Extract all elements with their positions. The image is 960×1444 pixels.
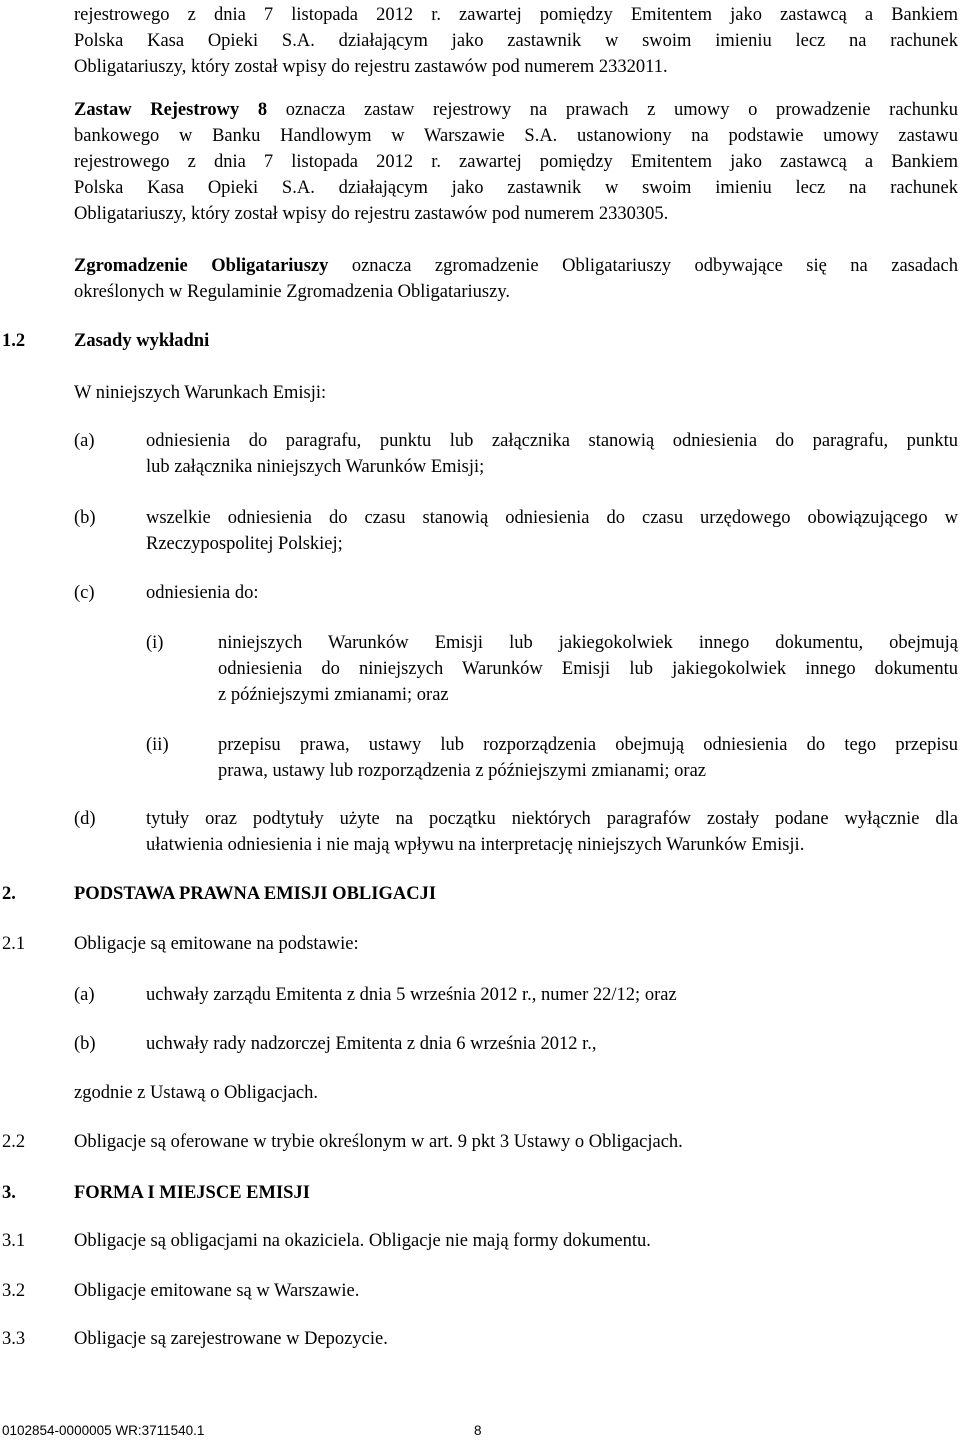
section-heading [74, 881, 436, 907]
text-line: niniejszych Warunków Emisji lub jakiegokolwiek innego dokumentu, obejmują [218, 633, 958, 653]
list-item-c-ii [218, 732, 958, 784]
list-item-c: odniesienia do: [146, 583, 259, 603]
paragraph-number: 3.1 [2, 1231, 26, 1251]
item-label: (d) [74, 809, 96, 829]
section-number [2, 328, 25, 354]
text-line: wszelkie odniesienia do czasu stanowią odniesienia do czasu urzędowego obowiązującego w [146, 508, 958, 528]
intro-text: W niniejszych Warunkach Emisji: [74, 383, 327, 403]
section-title: PODSTAWA PRAWNA EMISJI OBLIGACJI [74, 884, 437, 904]
text-line: lub załącznika niniejszych Warunków Emisji; [146, 457, 485, 477]
defined-term: Zastaw Rejestrowy 8 [74, 100, 268, 120]
item-label: (b) [74, 508, 96, 528]
paragraph-number: 3.3 [2, 1329, 26, 1349]
paragraph-number: 2.1 [2, 934, 26, 954]
definition-zastaw-rejestrowy-8 [74, 97, 958, 227]
section-title: Zasady wykładni [74, 331, 210, 351]
section-number [2, 1180, 16, 1206]
continuation-paragraph [74, 2, 958, 80]
item-label: (a) [74, 985, 95, 1005]
section-number-text: 2. [2, 884, 16, 904]
section-heading [74, 1180, 310, 1206]
text-span: oznacza zgromadzenie Obligatariuszy odbywające się na zasadach [328, 256, 958, 276]
list-item-d [146, 806, 958, 858]
item-label: (i) [146, 633, 164, 653]
text-line: przepisu prawa, ustawy lub rozporządzenia obejmują odniesienia do tego przepisu [218, 735, 958, 755]
text-line [74, 97, 958, 123]
item-label: (b) [74, 1034, 96, 1054]
text-line: Obligatariuszy, który został wpisy do rejestru zastawów pod numerem 2330305. [74, 204, 669, 224]
section-heading [74, 328, 209, 354]
section-number-text: 3. [2, 1183, 16, 1203]
paragraph-number: 3.2 [2, 1281, 26, 1301]
paragraph-3-3: Obligacje są zarejestrowane w Depozycie. [74, 1329, 388, 1349]
item-label: (ii) [146, 735, 169, 755]
page-number: 8 [474, 1423, 482, 1438]
paragraph-2-2: Obligacje są oferowane w trybie określonym w art. 9 pkt 3 Ustawy o Obligacjach. [74, 1132, 683, 1152]
list-item-b: uchwały rady nadzorczej Emitenta z dnia 6 września 2012 r., [146, 1034, 597, 1054]
definition-zgromadzenie-obligatariuszy [74, 253, 958, 305]
list-item-c-i [218, 630, 958, 708]
text-line: Obligatariuszy, który został wpisy do rejestru zastawów pod numerem 2332011. [74, 57, 668, 77]
paragraph-number: 2.2 [2, 1132, 26, 1152]
paragraph-2-1: Obligacje są emitowane na podstawie: [74, 934, 359, 954]
item-label: (a) [74, 431, 95, 451]
text-line: odniesienia do niniejszych Warunków Emisji lub jakiegokolwiek innego dokumentu [218, 659, 958, 679]
text-line [74, 253, 958, 279]
section-number [2, 881, 16, 907]
paragraph-3-2: Obligacje emitowane są w Warszawie. [74, 1281, 360, 1301]
list-item-a [146, 428, 958, 480]
text-line: tytuły oraz podtytuły użyte na początku niektórych paragrafów zostały podane wyłącznie dla [146, 809, 958, 829]
section-title: FORMA I MIEJSCE EMISJI [74, 1183, 310, 1203]
text-line: rejestrowego z dnia 7 listopada 2012 r. zawartej pomiędzy Emitentem jako zastawcą a Bankiem [74, 5, 958, 25]
text-line: z późniejszymi zmianami; oraz [218, 685, 449, 705]
defined-term: Zgromadzenie Obligatariuszy [74, 256, 329, 276]
text-line: rejestrowego z dnia 7 listopada 2012 r. zawartej pomiędzy Emitentem jako zastawcą a Bankiem [74, 152, 958, 172]
text-line: Polska Kasa Opieki S.A. działającym jako zastawnik w swoim imieniu lecz na rachunek [74, 178, 958, 198]
list-item-b [146, 505, 958, 557]
footer-doc-id: 0102854-0000005 WR:3711540.1 [2, 1423, 205, 1438]
text-line: Rzeczypospolitej Polskiej; [146, 534, 343, 554]
text-line: prawa, ustawy lub rozporządzenia z późniejszymi zmianami; oraz [218, 761, 706, 781]
text-line: bankowego w Banku Handlowym w Warszawie S.A. ustanowiony na podstawie umowy zastawu [74, 126, 958, 146]
text-line: odniesienia do paragrafu, punktu lub załącznika stanowią odniesienia do paragrafu, punktu [146, 431, 958, 451]
text-span: oznacza zastaw rejestrowy na prawach z umowy o prowadzenie rachunku [267, 100, 959, 120]
item-label: (c) [74, 583, 95, 603]
text-line: określonych w Regulaminie Zgromadzenia Obligatariuszy. [74, 282, 510, 302]
list-item-a: uchwały zarządu Emitenta z dnia 5 września 2012 r., numer 22/12; oraz [146, 985, 677, 1005]
paragraph-3-1: Obligacje są obligacjami na okaziciela. Obligacje nie mają formy dokumentu. [74, 1231, 651, 1251]
text-line: Polska Kasa Opieki S.A. działającym jako zastawnik w swoim imieniu lecz na rachunek [74, 31, 958, 51]
section-number-text: 1.2 [2, 331, 26, 351]
paragraph-tail: zgodnie z Ustawą o Obligacjach. [74, 1083, 319, 1103]
text-line: ułatwienia odniesienia i nie mają wpływu na interpretację niniejszych Warunków Emisji. [146, 835, 805, 855]
